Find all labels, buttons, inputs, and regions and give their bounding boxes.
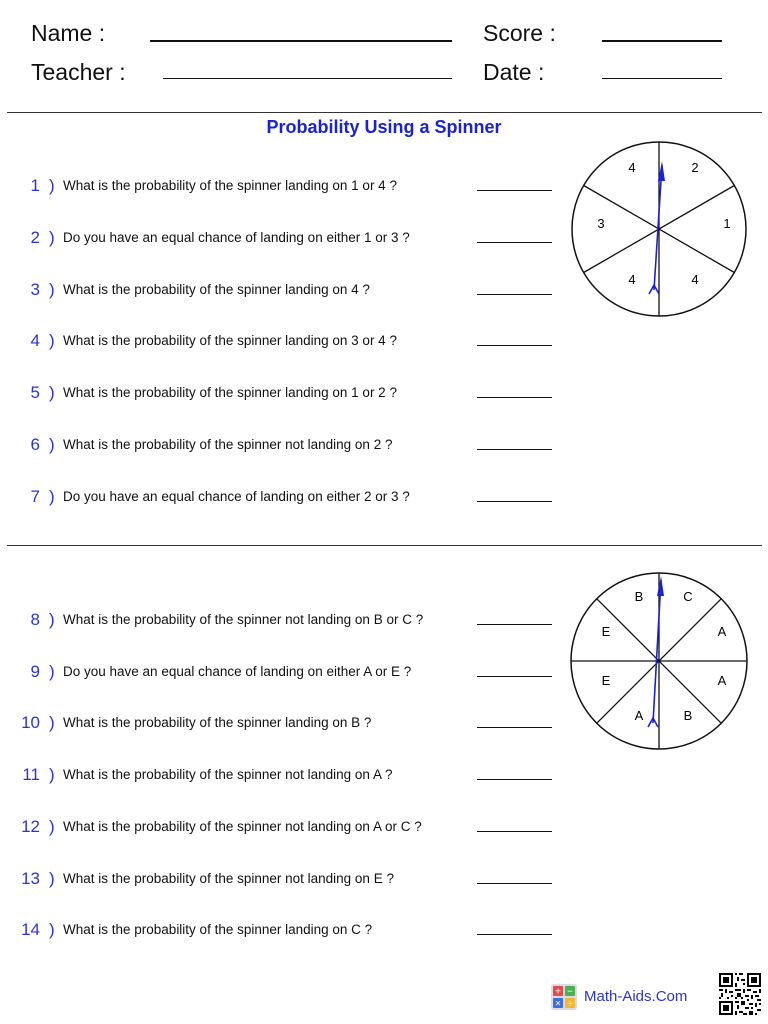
question-11 (0, 765, 560, 791)
question-text: What is the probability of the spinner not landing on 2 ? (63, 437, 393, 452)
question-text: What is the probability of the spinner landing on 4 ? (63, 282, 370, 297)
question-number: 14 (21, 920, 40, 939)
spinner-2 (565, 570, 755, 755)
question-number: 10 (21, 713, 40, 732)
question-14 (0, 920, 560, 946)
teacher-label: Teacher : (31, 59, 126, 85)
question-paren: ) (49, 920, 55, 939)
question-text: What is the probability of the spinner landing on 1 or 2 ? (63, 385, 397, 400)
question-paren: ) (49, 662, 55, 681)
teacher-field[interactable] (163, 78, 452, 79)
answer-blank[interactable] (477, 727, 552, 728)
qr-code-icon (719, 973, 761, 1015)
svg-text:−: − (567, 986, 573, 998)
question-paren: ) (49, 817, 55, 836)
question-number: 12 (21, 817, 40, 836)
question-text: Do you have an equal chance of landing on either 2 or 3 ? (63, 489, 410, 504)
score-field[interactable] (602, 40, 722, 42)
question-paren: ) (49, 331, 55, 350)
spinner-2-section-label: B (683, 708, 693, 723)
question-paren: ) (49, 765, 55, 784)
spinner-2-section-label: C (683, 589, 693, 604)
spinner-1-section-label: 3 (597, 216, 605, 231)
answer-blank[interactable] (477, 624, 552, 625)
question-number: 11 (22, 765, 40, 784)
header-divider (7, 112, 762, 113)
question-text: What is the probability of the spinner landing on 3 or 4 ? (63, 333, 397, 348)
question-number: 8 (30, 610, 40, 629)
answer-blank[interactable] (477, 190, 552, 191)
question-paren: ) (49, 383, 55, 402)
answer-blank[interactable] (477, 397, 552, 398)
worksheet-title: Probability Using a Spinner (266, 117, 502, 137)
answer-blank[interactable] (477, 779, 552, 780)
spinner-1-section-label: 2 (691, 160, 699, 175)
question-text: What is the probability of the spinner landing on B ? (63, 715, 372, 730)
site-link[interactable]: Math-Aids.Com (584, 988, 688, 1005)
answer-blank[interactable] (477, 883, 552, 884)
section-divider (7, 545, 762, 546)
answer-blank[interactable] (477, 242, 552, 243)
question-text: What is the probability of the spinner landing on C ? (63, 922, 373, 937)
spinner-1-section-label: 4 (628, 160, 636, 175)
question-text: What is the probability of the spinner not landing on A ? (63, 767, 393, 782)
answer-blank[interactable] (477, 345, 552, 346)
question-paren: ) (49, 176, 55, 195)
spinner-2-section-label: E (601, 673, 611, 688)
spinner-2-section-label: A (634, 708, 644, 723)
question-text: Do you have an equal chance of landing on either A or E ? (63, 664, 412, 679)
spinner-1 (565, 135, 755, 325)
question-number: 4 (30, 331, 40, 350)
score-label: Score : (483, 20, 556, 46)
spinner-2-section-label: A (717, 624, 727, 639)
spinner-1-section-label: 4 (691, 272, 699, 287)
svg-text:÷: ÷ (567, 998, 573, 1010)
question-paren: ) (49, 435, 55, 454)
spinner-2-section-label: B (634, 589, 644, 604)
question-6 (0, 435, 560, 461)
question-paren: ) (49, 487, 55, 506)
answer-blank[interactable] (477, 831, 552, 832)
name-field[interactable] (150, 40, 452, 42)
question-1 (0, 176, 560, 202)
question-paren: ) (49, 869, 55, 888)
name-label: Name : (31, 20, 106, 46)
svg-text:+: + (555, 986, 561, 998)
question-text: What is the probability of the spinner not landing on B or C ? (63, 612, 424, 627)
spinner-1-section-label: 1 (723, 216, 731, 231)
question-number: 3 (30, 280, 40, 299)
answer-blank[interactable] (477, 294, 552, 295)
question-number: 13 (21, 869, 40, 888)
date-field[interactable] (602, 78, 722, 79)
question-paren: ) (49, 228, 55, 247)
question-text: Do you have an equal chance of landing on either 1 or 3 ? (63, 230, 410, 245)
question-2 (0, 228, 560, 254)
question-13 (0, 869, 560, 895)
date-label: Date : (483, 59, 545, 85)
question-8 (0, 610, 560, 636)
question-number: 7 (30, 487, 40, 506)
question-paren: ) (49, 280, 55, 299)
answer-blank[interactable] (477, 501, 552, 502)
question-number: 2 (30, 228, 40, 247)
question-text: What is the probability of the spinner landing on 1 or 4 ? (63, 178, 397, 193)
question-3 (0, 280, 560, 306)
spinner-2-section-label: E (601, 624, 611, 639)
question-9 (0, 662, 560, 688)
question-text: What is the probability of the spinner not landing on A or C ? (63, 819, 422, 834)
question-number: 6 (30, 435, 40, 454)
answer-blank[interactable] (477, 934, 552, 935)
answer-blank[interactable] (477, 676, 552, 677)
question-text: What is the probability of the spinner not landing on E ? (63, 871, 394, 886)
question-10 (0, 713, 560, 739)
spinner-1-section-label: 4 (628, 272, 636, 287)
question-number: 5 (30, 383, 40, 402)
question-12 (0, 817, 560, 843)
question-5 (0, 383, 560, 409)
svg-text:×: × (555, 998, 561, 1010)
question-4 (0, 331, 560, 357)
question-number: 1 (30, 176, 40, 195)
question-7 (0, 487, 560, 513)
spinner-2-section-label: A (717, 673, 727, 688)
question-paren: ) (49, 610, 55, 629)
question-number: 9 (30, 662, 40, 681)
question-paren: ) (49, 713, 55, 732)
calculator-logo-icon (551, 984, 577, 1010)
answer-blank[interactable] (477, 449, 552, 450)
